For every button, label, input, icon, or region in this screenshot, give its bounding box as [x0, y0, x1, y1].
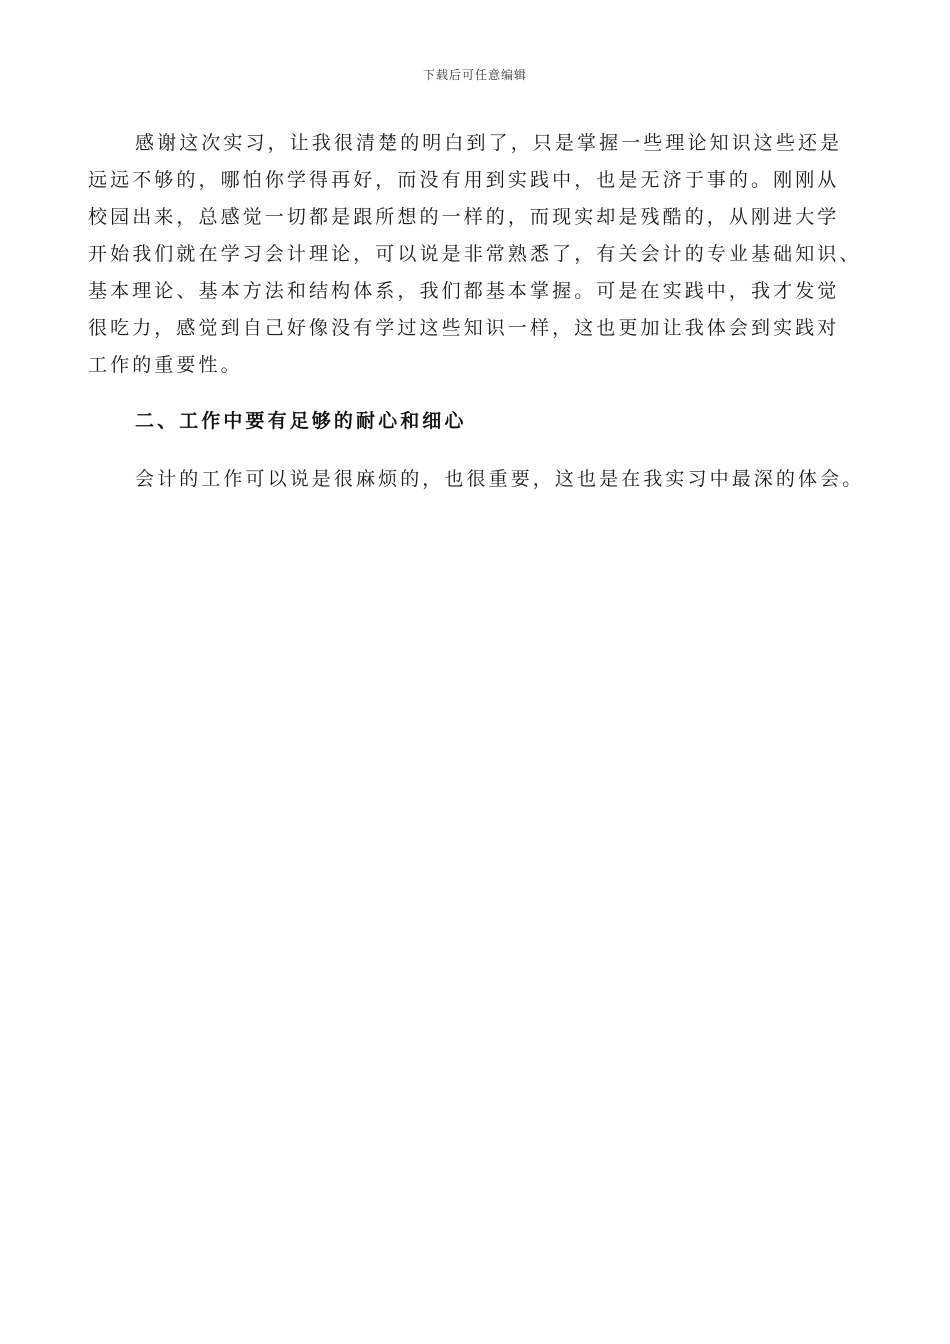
paragraph-1-line-3: 校园出来，总感觉一切都是跟所想的一样的，而现实却是残酷的，从刚进大学: [88, 206, 840, 228]
paragraph-1-line-1: 感谢这次实习，让我很清楚的明白到了，只是掌握一些理论知识这些还是: [135, 132, 843, 154]
section-heading: 二、工作中要有足够的耐心和细心: [135, 410, 467, 432]
paragraph-1-line-4: 开始我们就在学习会计理论，可以说是非常熟悉了，有关会计的专业基础知识、: [88, 243, 862, 265]
paragraph-1: [88, 125, 864, 384]
paragraph-1-line-2: 远远不够的，哪怕你学得再好，而没有用到实践中，也是无济于事的。刚刚从: [88, 169, 840, 191]
paragraph-1-line-5: 基本理论、基本方法和结构体系，我们都基本掌握。可是在实践中，我才发觉: [88, 280, 840, 302]
paragraph-1-line-7: 工作的重要性。: [88, 354, 243, 376]
paragraph-2: 会计的工作可以说是很麻烦的，也很重要，这也是在我实习中最深的体会。: [135, 468, 865, 490]
header-note: 下载后可任意编辑: [422, 68, 527, 82]
paragraph-1-line-6: 很吃力，感觉到自己好像没有学过这些知识一样，这也更加让我体会到实践对: [88, 317, 840, 339]
